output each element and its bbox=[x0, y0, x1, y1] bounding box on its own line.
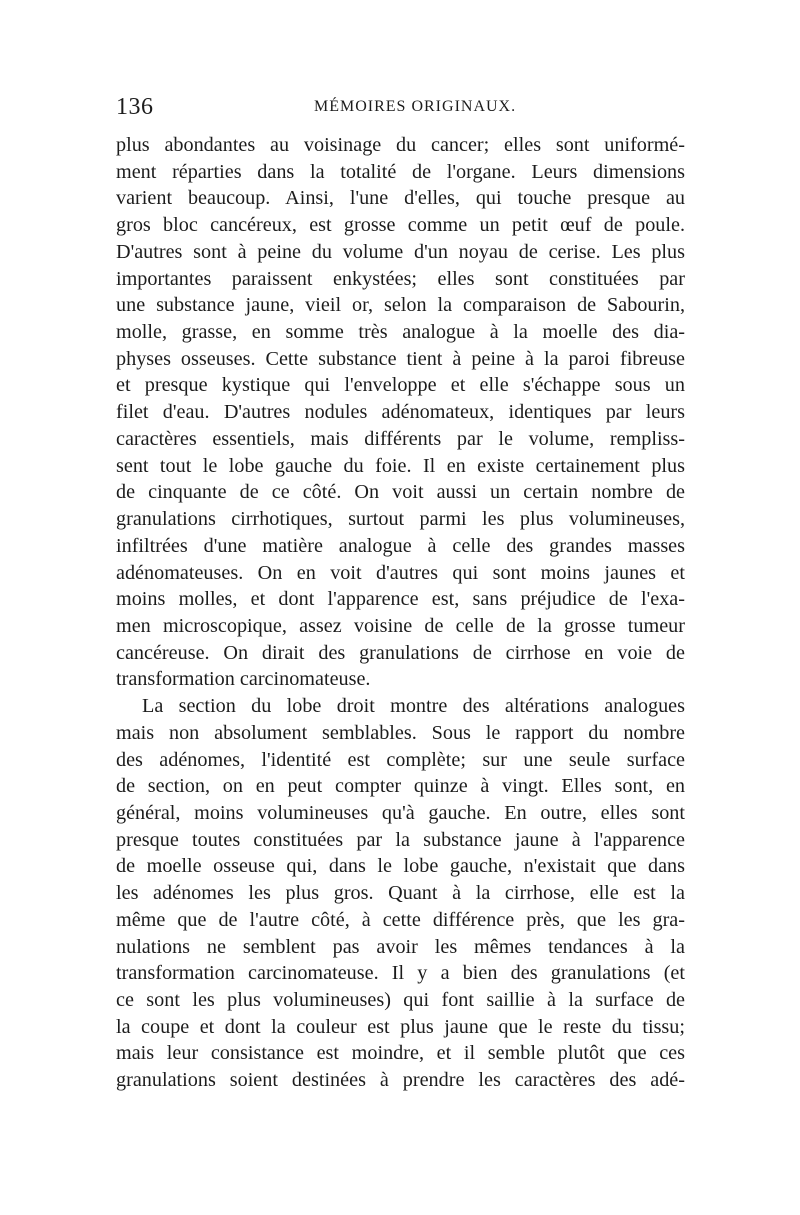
text-line: et presque kystique qui l'enveloppe et elle s'échappe sous un bbox=[116, 374, 685, 397]
text-line: D'autres sont à peine du volume d'un noyau de cerise. Les plus bbox=[116, 240, 685, 263]
text-line: mais leur consistance est moindre, et il semble plutôt que ces bbox=[116, 1042, 685, 1065]
text-line: cancéreuse. On dirait des granulations de cirrhose en voie de bbox=[116, 641, 685, 664]
text-line: ment réparties dans la totalité de l'organe. Leurs dimensions bbox=[116, 160, 685, 183]
paragraph-start-line: La section du lobe droit montre des altérations analogues bbox=[142, 695, 685, 718]
text-line: presque toutes constituées par la substance jaune à l'apparence bbox=[116, 828, 685, 851]
running-head bbox=[116, 94, 696, 124]
text-line: nulations ne semblent pas avoir les mêmes tendances à la bbox=[116, 935, 685, 958]
text-line: caractères essentiels, mais différents par le volume, rempliss- bbox=[116, 427, 685, 450]
text-line: la coupe et dont la couleur est plus jaune que le reste du tissu; bbox=[116, 1015, 685, 1038]
text-line: de section, on en peut compter quinze à vingt. Elles sont, en bbox=[116, 775, 685, 798]
text-line: des adénomes, l'identité est complète; sur une seule surface bbox=[116, 748, 685, 771]
text-line: molle, grasse, en somme très analogue à la moelle des dia- bbox=[116, 321, 685, 344]
text-line: filet d'eau. D'autres nodules adénomateux, identiques par leurs bbox=[116, 401, 685, 424]
text-line: granulations cirrhotiques, surtout parmi les plus volumineuses, bbox=[116, 508, 685, 531]
text-line: une substance jaune, vieil or, selon la comparaison de Sabourin, bbox=[116, 294, 685, 317]
text-line: varient beaucoup. Ainsi, l'une d'elles, qui touche presque au bbox=[116, 187, 685, 210]
text-line: ce sont les plus volumineuses) qui font saillie à la surface de bbox=[116, 989, 685, 1011]
text-line: infiltrées d'une matière analogue à celle des grandes masses bbox=[116, 534, 685, 557]
text-line: adénomateuses. On en voit d'autres qui sont moins jaunes et bbox=[116, 561, 685, 584]
text-line: de cinquante de ce côté. On voit aussi un certain nombre de bbox=[116, 481, 685, 504]
text-line: granulations soient destinées à prendre les caractères des adé- bbox=[116, 1069, 685, 1092]
text-line: les adénomes les plus gros. Quant à la cirrhose, elle est la bbox=[116, 882, 685, 905]
page-number: 136 bbox=[116, 94, 154, 120]
text-line: moins molles, et dont l'apparence est, sans préjudice de l'exa- bbox=[116, 588, 685, 611]
text-line: men microscopique, assez voisine de celle de la grosse tumeur bbox=[116, 614, 685, 637]
running-title: MÉMOIRES ORIGINAUX. bbox=[314, 98, 517, 115]
paragraph-end-line: transformation carcinomateuse. bbox=[116, 668, 371, 691]
text-line: général, moins volumineuses qu'à gauche. En outre, elles sont bbox=[116, 801, 685, 824]
text-line: de moelle osseuse qui, dans le lobe gauche, n'existait que dans bbox=[116, 855, 685, 878]
text-line: importantes paraissent enkystées; elles sont constituées par bbox=[116, 267, 685, 290]
text-line: sent tout le lobe gauche du foie. Il en existe certainement plus bbox=[116, 454, 685, 477]
text-line: mais non absolument semblables. Sous le rapport du nombre bbox=[116, 721, 685, 744]
text-line: même que de l'autre côté, à cette différence près, que les gra- bbox=[116, 908, 685, 931]
text-line: gros bloc cancéreux, est grosse comme un petit œuf de poule. bbox=[116, 214, 685, 237]
text-line: plus abondantes au voisinage du cancer; elles sont uniformé- bbox=[116, 134, 685, 156]
text-line: transformation carcinomateuse. Il y a bien des granulations (et bbox=[116, 962, 685, 985]
text-line: physes osseuses. Cette substance tient à peine à la paroi fibreuse bbox=[116, 347, 685, 370]
body-text bbox=[116, 132, 685, 1094]
